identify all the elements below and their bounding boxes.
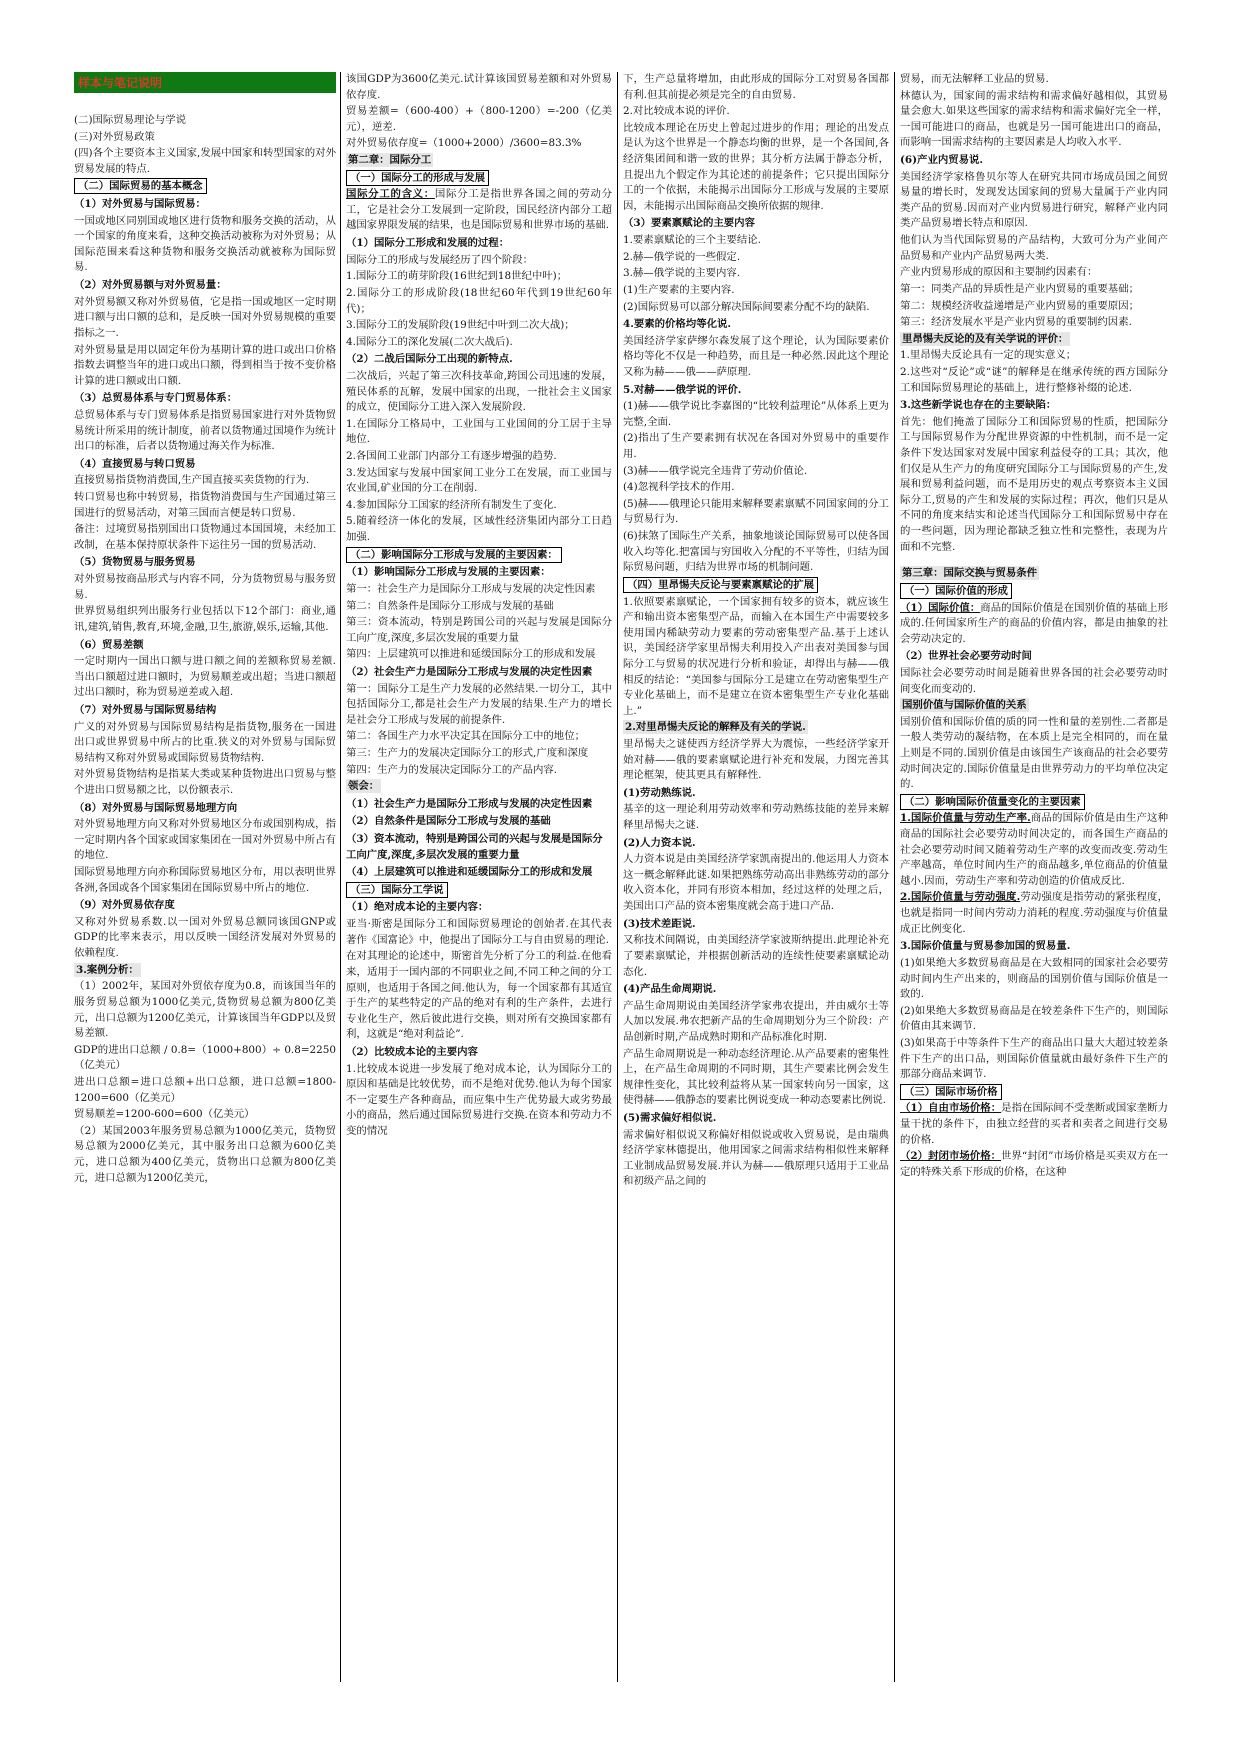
paragraph: 产品生命周期说是一种动态经济理论.从产品要素的密集性上，在产品生命周期的不同时期，其生产要素比例会发生规律性变化，其比较利益将从某一国家转向另一国家，这使得赫——俄静态的要素比例说变成一种动态要素比例说. (623, 1047, 889, 1107)
subheading: （1）国际分工形成和发展的过程： (346, 237, 510, 250)
paragraph: 1.里昂惕夫反论具有一定的现实意义； (900, 349, 1077, 362)
paragraph: (2)指出了生产要素拥有状况在各国对外贸易中的重要作用. (623, 432, 889, 461)
paragraph-lead: （2）封闭市场价格： (900, 1150, 1002, 1163)
paragraph (900, 601, 1168, 648)
paragraph: (4)忽视科学技术的作用. (623, 481, 735, 494)
heading-text: 里昂惕夫反论的及有关学说的评价： (902, 332, 1069, 345)
heading-text: （四）里昂惕夫反论与要素禀赋论的扩展 (623, 577, 818, 593)
paragraph: 产业内贸易形成的原因和主要制约因素有： (900, 266, 1098, 279)
paragraph: 广义的对外贸易与国际贸易结构是指货物,服务在一国进出口或世界贸易中所占的比重.狭义的对外贸易与国际贸易结构又称对外贸易或国际贸易货物结构. (74, 720, 336, 764)
subheading: （1）对外贸易与国际贸易： (74, 198, 206, 211)
paragraph: 美国经济学家格鲁贝尔等人在研究共同市场成员国之间贸易量的增长时，发现发达国家间的贸易大量属于产业内同类产品的贸易.因而对产业内贸易进行研究，解释产业内同类产品贸易增长特点和原因. (900, 170, 1168, 230)
subheading: （3）总贸易体系与专门贸易体系： (74, 392, 238, 405)
boxed-heading (74, 178, 336, 195)
paragraph: 贸易差额=（600-400）+（800-1200）=-200（亿美元），逆差. (346, 105, 612, 133)
paragraph: 需求偏好相似说又称偏好相似说或收入贸易说，是由瑞典经济学家林德提出，他用国家之间需求结构相似性来解释工业制成品贸易发展.并认为赫——俄原理只适用于工业品和初级产品之间的 (623, 1128, 889, 1188)
paragraph: 里昂惕夫之谜使西方经济学界大为震惊，一些经济学家开始对赫——俄的要素禀赋论进行补充和发展，力图完善其理论框架，使其更具有解释性. (623, 737, 889, 782)
paragraph: 第二：规模经济收益递增是产业内贸易的重要原因； (900, 299, 1139, 312)
paragraph: 第四：生产力的发展决定国际分工的产品内容. (346, 763, 558, 776)
subheading: （2）世界社会必要劳动时间 (900, 650, 1032, 663)
paragraph: (6)抹煞了国际生产关系，抽象地谈论国际贸易可以使各国收入均等化.把富国与穷国收入分配的不平等性，归结为国际贸易问题，归结为世界市场的机制问题. (623, 530, 889, 574)
column-3 (623, 72, 889, 1682)
heading-text: 2.对里昂惕夫反论的解释及有关的学说. (625, 721, 806, 734)
heading-text: （一）国际分工的形成与发展 (346, 170, 489, 186)
shaded-heading (900, 332, 1168, 348)
paragraph: 第三：生产力的发展决定国际分工的形式,广度和深度 (346, 746, 589, 759)
paragraph: 基辛的这一理论利用劳动效率和劳动熟练技能的差异来解释里昂惕夫之谜. (623, 803, 889, 832)
subheading: (3)技术差距说. (623, 917, 696, 930)
subheading: （9）对外贸易依存度 (74, 899, 175, 912)
subheading: （2）自然条件是国际分工形成与发展的基础 (346, 815, 551, 828)
paragraph: 一定时期内一国出口额与进口额之间的差额称贸易差额.当出口额超过进口额时，为贸易顺差或出超；当进口额超过出口额时，称为贸易逆差或入超. (74, 655, 336, 699)
paragraph: 美国经济学家萨缪尔森发展了这个理论，认为国际要素价格均等化不仅是一种趋势，而且是一种必然.因此这个理论又称为赫——俄——萨原理. (623, 334, 889, 378)
column-divider (617, 72, 618, 1682)
paragraph: 对外贸易货物结构是指某大类或某种货物进出口贸易与整个进出口贸易额之比，以份额表示. (74, 768, 336, 796)
subheading: (6)产业内贸易说. (900, 154, 984, 167)
paragraph: 在对其理论的论述中，斯密首先分析了分工的利益.在他看来，适用于一国内部的不同职业之间,不同工种之间的分工原则，也适用于各国之间.他认为，每一个国家都有其适宜于生产的某些特定的产品的绝对有利的生产条件，去进行专业化生产，然后彼此进行交换，则对所有交换国家都有利，这就是“绝对利益论”. (346, 950, 612, 1041)
subheading: （3）要素禀赋论的主要内容 (623, 217, 755, 230)
paragraph-text: 劳动强度是指劳动的紧张程度，也就是指同一时间内劳动力消耗的程度.劳动强度与价值量成正比例变化. (900, 891, 1168, 935)
paragraph (346, 187, 612, 234)
subheading: (1)劳动熟练说. (623, 786, 696, 799)
paragraph: 一国或地区同别国或地区进行货物和服务交换的活动，从一个国家的角度来看，这种交换活动被称为对外贸易；从国际范围来看这种货物和服务交换活动就被称为国际贸易. (74, 214, 336, 274)
paragraph-lead: 1.国际价值量与劳动生产率. (900, 812, 1031, 825)
paragraph: 第四：上层建筑可以推进和延缓国际分工的形成和发展 (346, 648, 596, 661)
paragraph: (1)生产要素的主要内容. (623, 283, 735, 296)
paragraph: 第三：资本流动，特别是跨国公司的兴起与发展是国际分工向广度,深度,多层次发展的重要力量 (346, 616, 612, 644)
spacer (900, 556, 1168, 566)
paragraph: 2.赫—俄学说的一些假定. (623, 250, 741, 263)
subheading: （1）社会生产力是国际分工形成与发展的决定性因素 (346, 797, 593, 810)
paragraph: 第三：经济发展水平是产业内贸易的重要制约因素. (900, 316, 1132, 329)
subheading: （4）上层建筑可以推进和延缓国际分工的形成和发展 (346, 866, 593, 879)
boxed-heading (900, 794, 1168, 811)
heading-text: （二）国际贸易的基本概念 (74, 178, 207, 194)
page (72, 72, 1176, 1682)
paragraph: (3)如果高于中等条件下生产的商品出口量大大超过较差条件下生产的出口品，则国际价值量就由最好条件下生产的那部分商品来调节. (900, 1036, 1168, 1081)
subheading: （1）绝对成本论的主要内容： (346, 901, 489, 914)
paragraph: 1.比较成本说进一步发展了绝对成本论，认为国际分工的原因和基础是比较优势，而不是绝对优势.他认为每个国家不一定要生产各种商品，而应集中生产优势最大或劣势最小的商品，然后通过国际贸易进行交换.在资本和劳动力不变的情况 (346, 1062, 612, 1137)
paragraph: 贸易，而无法解释工业品的贸易. (900, 73, 1049, 85)
subheading: （8）对外贸易与国际贸易地理方向 (74, 801, 238, 814)
paragraph: 第一：国际分工是生产力发展的必然结果.一切分工，其中包括国际分工,都是社会生产力发展的结果.生产力的增长是社会分工形成与发展的前提条件. (346, 682, 612, 726)
paragraph: 二次战后，兴起了第三次科技革命,跨国公司迅速的发展，殖民体系的瓦解，发展中国家的出现，一批社会主义国家的成立，使国际分工进入深入发展阶段. (346, 369, 612, 414)
boxed-heading (346, 170, 612, 187)
subheading: 5.对赫——俄学说的评价. (623, 383, 742, 396)
paragraph: 4.参加国际分工国家的经济所有制发生了变化. (346, 498, 557, 511)
paragraph-lead: 2.国际价值量与劳动强度. (900, 891, 1021, 904)
subheading: （2）对外贸易额与对外贸易量： (74, 279, 227, 292)
subheading: （3）资本流动，特别是跨国公司的兴起与发展是国际分工向广度,深度,多层次发展的重要力量 (346, 833, 603, 861)
heading-text: （三）国际分工学说 (346, 882, 448, 898)
paragraph: 直接贸易指货物消费国,生产国直接买卖货物的行为. (74, 474, 310, 487)
heading-text: 领会： (348, 780, 380, 793)
paragraph: 国别价值和国际价值的质的同一性和量的差别性.二者都是一般人类劳动的凝结物，在本质上是完全相同的，而在量上则是不同的.国别价值是由该国生产该商品的社会必要劳动时间决定的.国际价值量是由世界劳动力的平均单位决定的. (900, 715, 1168, 791)
heading-text: （一）国际价值的形成 (900, 583, 1012, 599)
paragraph: 1.依照要素禀赋论，一个国家拥有较多的资本，就应该生产和输出资本密集型产品，而输入在本国生产中需要较多使用国内稀缺劳动力要素的劳动密集型产品.基于上述认识，美国经济学家里昂惕夫利用投入产出表对美国参与国际分工与贸易的状况进行分析和验证，却得出与赫——俄相反的结论：“美国参与国际分工是建立在劳动密集型生产专业化基础上，而不是建立在资本密集型生产专业化基础上.” (623, 595, 889, 717)
paragraph: 对外贸易依存度=（1000+2000）/3600=83.3% (346, 137, 582, 150)
paragraph: 2.各国间工业部门内部分工有逐步增强的趋势. (346, 450, 557, 463)
paragraph: 3.国际分工的发展阶段(19世纪中叶到二次大战)； (346, 319, 575, 332)
subheading: （2）社会生产力是国际分工形成与发展的决定性因素 (346, 665, 593, 678)
paragraph-text: 世界“封闭”市场价格是买卖双方在一定的特殊关系下形成的价格，在这种 (900, 1150, 1168, 1178)
paragraph: 5.随着经济一体化的发展，区域性经济集团内部分工日趋加强. (346, 515, 612, 544)
paragraph-lead: （1）国际价值： (900, 601, 981, 614)
subheading: (5)需求偏好相似说. (623, 1112, 717, 1124)
paragraph-lead: （1）自由市场价格： (900, 1102, 1002, 1115)
paragraph: 1.国际分工的萌芽阶段(16世纪到18世纪中叶)； (346, 270, 568, 283)
heading-text: （二）影响国际价值量变化的主要因素 (900, 794, 1085, 810)
subheading: （4）直接贸易与转口贸易 (74, 457, 196, 470)
paragraph: 2.这些对“反论”或“谜”的解释是在继承传统的西方国际分工和国际贸易理论的基础上，进行整修补缀的论述. (900, 365, 1168, 394)
paragraph: (5)赫——俄理论只能用来解释要素禀赋不同国家间的分工与贸易行为. (623, 497, 889, 526)
section-banner: 样本与笔记说明 (74, 72, 336, 93)
paragraph: 进出口总额=进口总额+出口总额，进口总额=1800-1200=600（亿美元） (74, 1075, 336, 1104)
paragraph-lead: 国际分工的含义： (346, 188, 435, 201)
paragraph-text: 国际分工是指世界各国之间的劳动分工，它是社会分工发展到一定阶段，国民经济内部分工超越国家界限发展的结果，也是国际贸易和世界市场的基础. (346, 188, 612, 232)
paragraph: 产品生命周期说由美国经济学家弗农提出，并由威尔士等人加以发展.弗农把新产品的生命周期划分为三个阶段：产品创新时期,产品成熟时期和产品标准化时期. (623, 999, 889, 1043)
paragraph: 备注：过境贸易指别国出口货物通过本国国境，未经加工改制，在基本保持原状条件下运往另一国的贸易活动. (74, 523, 336, 551)
column-divider (340, 72, 341, 1682)
paragraph: 人力资本说是由美国经济学家凯南提出的.他运用人力资本这一概念解释此谜.如果把熟练劳动高出非熟练劳动的部分收入资本化，并同有形资本相加，经过这样的处理之后，美国出口产品的资本密集度就会高于进口产品. (623, 853, 889, 913)
subheading: （7）对外贸易与国际贸易结构 (74, 703, 217, 716)
paragraph: (三)对外贸易政策 (74, 130, 155, 143)
paragraph-text: 商品的国际价值是由生产这种商品的国际社会必要劳动时间决定的，而各国生产商品的社会必要劳动时间又随着劳动生产率的改变而改变.劳动生产率越高，单位时间内生产的商品越多,单位商品的价值量越小.因而，劳动生产率和劳动创造的价值成反比. (900, 812, 1168, 887)
paragraph: 国际社会必要劳动时间是随着世界各国的社会必要劳动时间变化而变动的. (900, 666, 1168, 695)
paragraph: 世界贸易组织列出服务行业包括以下12个部门：商业,通讯,建筑,销售,教育,环境,金融,卫生,旅游,娱乐,运输,其他. (74, 605, 336, 633)
paragraph: 他们认为当代国际贸易的产品结构，大致可分为产业间产品贸易和产业内产品贸易两大类. (900, 234, 1168, 262)
subheading: （2）二战后国际分工出现的新特点. (346, 353, 513, 366)
paragraph (900, 890, 1168, 937)
subheading: （1）影响国际分工形成与发展的主要因素： (346, 566, 551, 579)
paragraph: （1）2002年，某国对外贸依存度为0.8，而该国当年的服务贸易总额为1000亿美元,货物贸易总额为800亿美元，出口总额为1200亿美元，计算该国当年GDP以及贸易差额. (74, 980, 336, 1040)
paragraph: 亚当·斯密是国际分工和国际贸易理论的创始者.在其代表著作《国富论》中，他提出了国际分工与自由贸易的理论. (346, 918, 612, 946)
paragraph-text: 是指在国际间不受垄断或国家垄断力量干扰的条件下，由独立经营的买者和卖者之间进行交易的价格. (900, 1102, 1168, 1146)
subheading: （2）比较成本论的主要内容 (346, 1045, 478, 1058)
column-divider (894, 72, 895, 1682)
boxed-heading (346, 882, 612, 899)
paragraph: 国际贸易地理方向亦称国际贸易地区分布，用以表明世界各洲,各国或各个国家集团在国际贸易中所占的地位. (74, 866, 336, 894)
shaded-heading (900, 698, 1168, 714)
paragraph: (3)赫——俄学说完全违背了劳动价值论. (623, 464, 808, 477)
heading-text: 第二章：国际分工 (348, 154, 432, 167)
paragraph: 比较成本理论在历史上曾起过进步的作用；理论的出发点是认为这个世界是一个静态均衡的世界，是一个各国间,各经济集团间和谐一致的世界；其分析方法属于静态分析，且提出九个假定作为其论述的前提条件；它只提出国际分工的一个依据，未能揭示出国际分工形成与发展的主要原因，未能揭示出国际商品交换所依据的规律. (623, 121, 889, 212)
paragraph: 下，生产总量将增加，由此形成的国际分工对贸易各国都有利.但其前提必须是完全的自由贸易. (623, 73, 889, 101)
paragraph: 对外贸易地理方向又称对外贸易地区分布或国别构成，指一定时期内各个国家或国家集团在一国对外贸易中所占有的地位. (74, 818, 336, 862)
paragraph: 3.发达国家与发展中国家间工业分工在发展，而工业国与农业国,矿业国的分工在削弱. (346, 466, 612, 495)
column-2 (346, 72, 612, 1682)
boxed-heading (900, 583, 1168, 600)
heading-text: （三）国际市场价格 (900, 1084, 1002, 1100)
shaded-heading (623, 720, 889, 736)
paragraph: 转口贸易也称中转贸易，指货物消费国与生产国通过第三国进行的贸易活动，对第三国而言便是转口贸易. (74, 491, 336, 519)
paragraph: GDP的进出口总额 / 0.8=（1000+800）÷ 0.8=2250（亿美元） (74, 1043, 336, 1072)
paragraph: 该国GDP为3600亿美元.试计算该国贸易差额和对外贸易依存度. (346, 73, 612, 101)
paragraph: (2)如果绝大多数贸易商品是在较差条件下生产的，则国际价值由其来调节. (900, 1004, 1168, 1033)
shaded-heading (346, 779, 612, 795)
heading-text: （二）影响国际分工形成与发展的主要因素： (346, 547, 562, 563)
paragraph: (1)赫——俄学说比李嘉图的“比较利益理论”从体系上更为完整,全面. (623, 400, 889, 428)
paragraph: 对外贸易按商品形式与内容不同，分为货物贸易与服务贸易. (74, 573, 336, 601)
heading-text: 国别价值与国际价值的关系 (902, 699, 1027, 712)
paragraph: (四)各个主要资本主义国家,发展中国家和转型国家的对外贸易发展的特点. (74, 147, 336, 175)
heading-text: 第三章：国际交换与贸易条件 (902, 567, 1038, 580)
boxed-heading (623, 577, 889, 594)
paragraph (900, 1101, 1168, 1148)
paragraph: 2.国际分工的形成阶段(18世纪60年代到19世纪60年代)； (346, 286, 612, 315)
subheading: 3.国际价值量与贸易参加国的贸易量. (900, 940, 1071, 953)
column-1 (74, 72, 336, 1682)
paragraph: 对外贸易量是用以固定年份为基期计算的进口或出口价格指数去调整当年的进口或出口额，得到相当于按不变价格计算的进口额或出口额. (74, 343, 336, 387)
paragraph: 对外贸易额又称对外贸易值，它是指一国或地区一定时期进口额与出口额的总和，是反映一国对外贸易规模的重要指标之一. (74, 295, 336, 339)
paragraph: 第一：同类产品的异质性是产业内贸易的重要基础； (900, 282, 1139, 295)
subheading: (2)人力资本说. (623, 836, 696, 849)
paragraph: (2)国际贸易可以部分解决国际间要素分配不均的缺陷. (623, 300, 870, 313)
boxed-heading (900, 1084, 1168, 1101)
subheading: （5）货物贸易与服务贸易 (74, 556, 196, 569)
boxed-heading (346, 547, 612, 564)
paragraph: （2）某国2003年服务贸易总额为1000亿美元，货物贸易总额为2000亿美元，其中服务出口总额为600亿美元，进口总额为400亿美元，货物出口总额为800亿美元，进口总额为1200亿美元， (74, 1124, 336, 1184)
shaded-heading (74, 963, 336, 979)
paragraph: 第二：自然条件是国际分工形成与发展的基础 (346, 599, 554, 612)
paragraph: 第一：社会生产力是国际分工形成与发展的决定性因素 (346, 582, 596, 595)
shaded-heading (346, 153, 612, 169)
paragraph: 又称技术间隔说，由美国经济学家波斯纳提出.此理论补充了要素禀赋论，并根据创新活动的连续性使要素禀赋论动态化. (623, 934, 889, 978)
paragraph: 总贸易体系与专门贸易体系是指贸易国家进行对外货物贸易统计所采用的统计制度，前者以货物通过国境作为统计出口的标准，后者以货物通过海关作为标准. (74, 408, 336, 453)
paragraph: (二)国际贸易理论与学说 (74, 114, 187, 126)
paragraph: (1)如果绝大多数贸易商品是在大致相同的国家社会必要劳动时间内生产出来的，则商品的国别价值与国际价值是一致的. (900, 956, 1168, 1001)
paragraph-text: 商品的国际价值是在国别价值的基础上形成的.任何国家所生产的商品的价值内容，都是由抽象的社会劳动决定的. (900, 601, 1168, 645)
paragraph (900, 1149, 1168, 1180)
subheading: 4.要素的价格均等化说. (623, 318, 731, 331)
subheading: （6）贸易差额 (74, 638, 144, 651)
paragraph: 贸易顺差=1200-600=600（亿美元） (74, 1108, 255, 1121)
column-4 (900, 72, 1168, 1682)
paragraph: 1.在国际分工格局中，工业国与工业国间的分工居于主导地位. (346, 417, 612, 446)
paragraph: 2.对比较成本说的评价. (623, 105, 730, 118)
paragraph: 又称对外贸易系数.以一国对外贸易总额同该国GNP或GDP的比率来表示，用以反映一国经济发展对外贸易的依赖程度. (74, 915, 336, 960)
shaded-heading (900, 566, 1168, 582)
heading-text: 3.案例分析： (76, 963, 139, 976)
paragraph: 4.国际分工的深化发展(二次大战后). (346, 335, 513, 348)
subheading: (4)产品生命周期说. (623, 983, 717, 996)
paragraph: 1.要素禀赋论的三个主要结论. (623, 234, 761, 247)
paragraph (900, 811, 1168, 889)
paragraph: 国际分工的形成与发展经历了四个阶段： (346, 253, 534, 266)
paragraph: 林德认为，国家间的需求结构和需求偏好越相似，其贸易量会愈大.如果这些国家的需求结构和需求偏好完全一样，一国可能进口的商品，也就是另一国可能进出口的商品，而影响一国需求结构的主要因素是人均收入水平. (900, 89, 1168, 149)
paragraph: 首先：他们掩盖了国际分工和国际贸易的性质，把国际分工与国际贸易作为分配世界资源的中性机制，而不是一定条件下发达国家对发展中国家利益侵夺的工具；其次，他们仅是从生产力的角度研究国际分工与国际贸易的产生,发展和贸易利益问题，而不是用历史的观点考察资本主义国际分工,贸易的产生和发展的实际过程；再次，他们只是从不同的角度来结实和论述当代国际分工和国际贸易中存在的一些问题，因为理论都缺乏独立性和完整性，表现为片面和不完整. (900, 415, 1168, 553)
paragraph: 第二：各国生产力水平决定其在国际分工中的地位； (346, 730, 585, 743)
paragraph: 3.赫—俄学说的主要内容. (623, 267, 741, 280)
subheading: 3.这些新学说也存在的主要缺陷： (900, 399, 1057, 412)
